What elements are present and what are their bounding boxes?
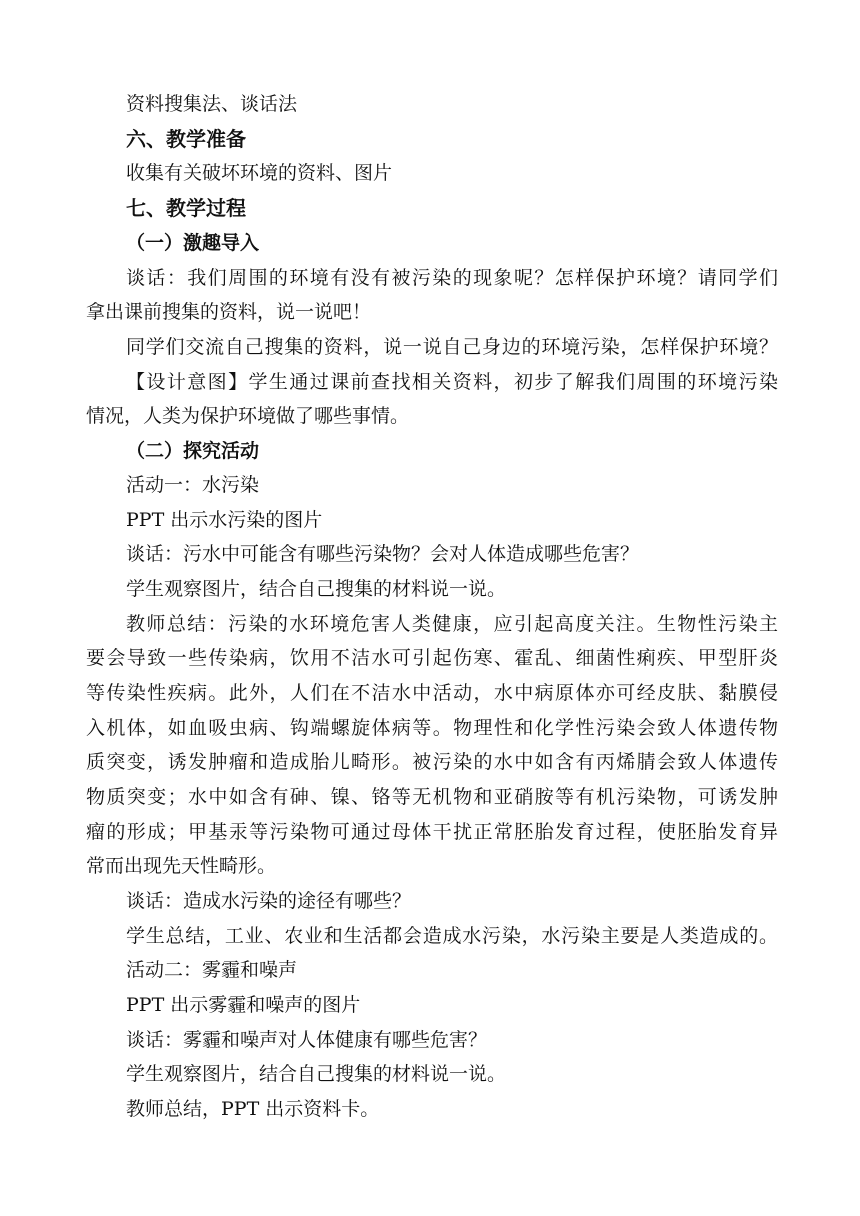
text-line: PPT 出示水污染的图片 — [126, 509, 323, 531]
paragraph-line: 物质突变；水中如含有砷、镍、铬等无机物和亚硝胺等有机污染物，可诱发肿 — [86, 786, 778, 808]
paragraph-line: 瘤的形成；甲基汞等污染物可通过母体干扰正常胚胎发育过程，使胚胎发育异 — [86, 821, 778, 843]
paragraph-line: 等传染性疾病。此外，人们在不洁水中活动，水中病原体亦可经皮肤、黏膜侵 — [86, 682, 778, 704]
paragraph-line: 同学们交流自己搜集的资料，说一说自己身边的环境污染，怎样保护环境？ — [126, 336, 778, 358]
subsection-heading-1: （一）激趣导入 — [126, 232, 260, 254]
paragraph-line: 谈话：我们周围的环境有没有被污染的现象呢？怎样保护环境？请同学们 — [126, 267, 778, 289]
text-line: 学生观察图片，结合自己搜集的材料说一说。 — [126, 1063, 507, 1085]
section-heading-7: 七、教学过程 — [126, 196, 246, 220]
text-line: 教师总结，PPT 出示资料卡。 — [126, 1098, 380, 1120]
paragraph-line: 学生总结，工业、农业和生活都会造成水污染，水污染主要是人类造成的。 — [126, 925, 778, 947]
text-line: 资料搜集法、谈话法 — [126, 93, 298, 115]
paragraph-line: 拿出课前搜集的资料，说一说吧！ — [86, 301, 372, 323]
text-line: 收集有关破坏环境的资料、图片 — [126, 162, 393, 184]
section-heading-6: 六、教学准备 — [126, 127, 246, 151]
paragraph-line: 常而出现先天性畸形。 — [86, 855, 277, 877]
paragraph-line: 质突变，诱发肿瘤和造成胎儿畸形。被污染的水中如含有丙烯腈会致人体遗传 — [86, 751, 778, 773]
activity-title: 活动二：雾霾和噪声 — [126, 959, 298, 981]
paragraph-line: 教师总结：污染的水环境危害人类健康，应引起高度关注。生物性污染主 — [126, 613, 778, 635]
paragraph-line: 【设计意图】学生通过课前查找相关资料，初步了解我们周围的环境污染 — [126, 371, 778, 393]
paragraph-line: 入机体，如血吸虫病、钩端螺旋体病等。物理性和化学性污染会致人体遗传物 — [86, 717, 778, 739]
activity-title: 活动一：水污染 — [126, 474, 260, 496]
text-line: 谈话：造成水污染的途径有哪些？ — [126, 890, 412, 912]
text-line: PPT 出示雾霾和噪声的图片 — [126, 994, 361, 1016]
text-line: 谈话：雾霾和噪声对人体健康有哪些危害？ — [126, 1029, 488, 1051]
text-line: 谈话：污水中可能含有哪些污染物？会对人体造成哪些危害？ — [126, 543, 640, 565]
text-line: 学生观察图片，结合自己搜集的材料说一说。 — [126, 578, 507, 600]
paragraph-line: 要会导致一些传染病，饮用不洁水可引起伤寒、霍乱、细菌性痢疾、甲型肝炎 — [86, 647, 778, 669]
subsection-heading-2: （二）探究活动 — [126, 440, 260, 462]
paragraph-line: 情况，人类为保护环境做了哪些事情。 — [86, 405, 410, 427]
